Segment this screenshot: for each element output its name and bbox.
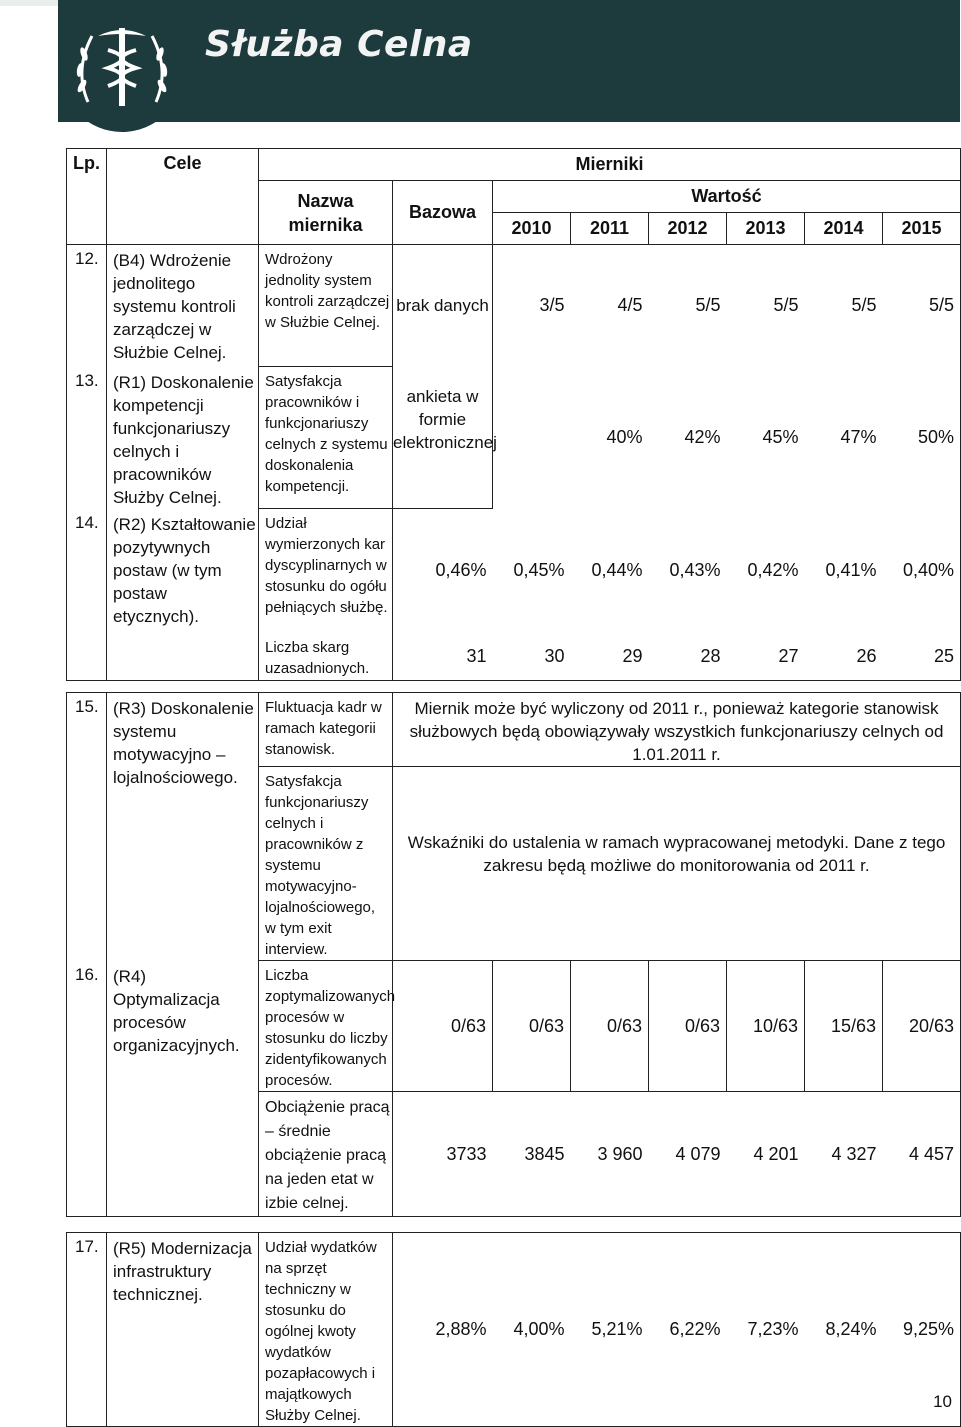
section-gap [67, 1217, 961, 1233]
measure-name: Liczba zoptymalizowanych procesów w stosunku do liczby zidentyfikowanych procesów. [259, 961, 393, 1092]
goal-cell: (R2) Kształtowanie pozytywnych postaw (w tym postaw etycznych). [107, 509, 259, 681]
value-cell: 45% [762, 427, 799, 447]
table-row [67, 693, 961, 767]
value-cell: 0,43% [669, 560, 721, 580]
value-cell: 0,40% [883, 509, 961, 633]
col-value-header: Wartość [493, 181, 961, 213]
table-row [67, 509, 961, 633]
base-value: ankieta w formie elektronicznej [393, 367, 493, 509]
value-cell: 25 [883, 633, 961, 681]
table-row [67, 961, 961, 1092]
value-cell: 5/5 [805, 245, 883, 367]
year-2012: 2012 [649, 213, 727, 245]
value-cell: 8,24% [805, 1233, 883, 1427]
table-row [67, 245, 961, 367]
value-cell: 4,00% [493, 1233, 571, 1427]
value-cell: 0/63 [649, 961, 727, 1092]
year-2014: 2014 [805, 213, 883, 245]
row-number: 17. [67, 1233, 107, 1427]
page-number: 10 [933, 1392, 952, 1411]
row-number: 16. [67, 961, 107, 1217]
value-cell: 9,25% [883, 1233, 961, 1427]
value-cell: 6,22% [649, 1233, 727, 1427]
value-cell: 26 [805, 633, 883, 681]
year-2011: 2011 [571, 213, 649, 245]
brand-title: Służba Celna [205, 24, 473, 65]
goal-cell: (R3) Doskonalenie systemu motywacyjno – lojalnościowego. [107, 693, 259, 961]
row-number: 13. [67, 367, 107, 509]
value-cell: 30 [493, 633, 571, 681]
table-row [67, 1233, 961, 1427]
year-2013: 2013 [727, 213, 805, 245]
value-cell: 42% [684, 427, 721, 447]
value-cell: 47% [840, 427, 877, 447]
measures-table [66, 148, 961, 1427]
value-cell: 0/63 [393, 961, 493, 1092]
value-cell: 0,45% [513, 560, 565, 580]
value-cell: 5/5 [727, 245, 805, 367]
base-value: brak danych [393, 245, 493, 367]
value-cell: 40% [606, 427, 643, 447]
col-base-header: Bazowa [393, 181, 493, 245]
value-cell-empty [493, 367, 571, 509]
goal-cell: (B4) Wdrożenie jednolitego systemu kontroli zarządczej w Służbie Celnej. [107, 245, 259, 367]
value-cell: 3 960 [571, 1092, 649, 1217]
value-cell: 0,42% [747, 560, 799, 580]
customs-emblem-icon [58, 6, 186, 134]
measure-note: Miernik może być wyliczony od 2011 r., ponieważ kategorie stanowisk służbowych będą obowiązywały wszystkich funkcjonariuszy celnych od 1.01.2011 r. [393, 693, 961, 767]
value-cell: 7,23% [727, 1233, 805, 1427]
measure-name: Satysfakcja funkcjonariuszy celnych i pracowników z systemu motywacyjno-lojalnościowego, w tym exit interview. [259, 767, 393, 961]
value-cell: 5,21% [571, 1233, 649, 1427]
header-banner [58, 0, 960, 122]
measure-name: Wdrożony jednolity system kontroli zarządczej w Służbie Celnej. [259, 245, 393, 367]
year-2015: 2015 [883, 213, 961, 245]
value-cell: 0/63 [571, 961, 649, 1092]
row-number: 15. [67, 693, 107, 961]
measure-name: Obciążenie pracą – średnie obciążenie pracą na jeden etat w izbie celnej. [259, 1092, 393, 1217]
section-gap [67, 681, 961, 693]
value-cell: 20/63 [883, 961, 961, 1092]
year-2010: 2010 [493, 213, 571, 245]
value-cell: 31 [393, 633, 493, 681]
value-cell: 4 457 [883, 1092, 961, 1217]
col-measure-name-header: Nazwa miernika [259, 181, 393, 245]
value-cell: 4 327 [805, 1092, 883, 1217]
measure-note: Wskaźniki do ustalenia w ramach wypracowanej metodyki. Dane z tego zakresu będą możliwe do monitorowania od 2011 r. [393, 767, 961, 961]
table-row [67, 367, 961, 509]
value-cell: 0,41% [825, 560, 877, 580]
goal-cell: (R5) Modernizacja infrastruktury technicznej. [107, 1233, 259, 1427]
value-cell: 0/63 [493, 961, 571, 1092]
col-lp-header: Lp. [67, 149, 107, 245]
value-cell: 15/63 [805, 961, 883, 1092]
value-cell: 27 [727, 633, 805, 681]
measure-name: Fluktuacja kadr w ramach kategorii stanowisk. [259, 693, 393, 767]
value-cell: 5/5 [883, 245, 961, 367]
value-cell: 0,44% [591, 560, 643, 580]
measure-name: Liczba skarg uzasadnionych. [259, 633, 393, 681]
goal-cell: (R4) Optymalizacja procesów organizacyjnych. [107, 961, 259, 1217]
value-cell: 5/5 [649, 245, 727, 367]
value-cell: 50% [883, 367, 961, 509]
col-goals-header: Cele [107, 149, 259, 245]
value-cell: 10/63 [727, 961, 805, 1092]
value-cell: 0,46% [393, 509, 493, 633]
value-cell: 28 [649, 633, 727, 681]
goal-cell: (R1) Doskonalenie kompetencji funkcjonariuszy celnych i pracowników Służby Celnej. [107, 367, 259, 509]
row-number: 12. [67, 245, 107, 367]
measure-name: Udział wymierzonych kar dyscyplinarnych w stosunku do ogółu pełniących służbę. [259, 509, 393, 633]
value-cell: 4/5 [571, 245, 649, 367]
value-cell: 2,88% [393, 1233, 493, 1427]
measure-name: Udział wydatków na sprzęt techniczny w stosunku do ogólnej kwoty wydatków pozapłacowych i majątkowych Służby Celnej. [259, 1233, 393, 1427]
value-cell: 3/5 [493, 245, 571, 367]
row-number: 14. [67, 509, 107, 681]
value-cell: 4 079 [649, 1092, 727, 1217]
value-cell: 3845 [493, 1092, 571, 1217]
value-cell: 4 201 [727, 1092, 805, 1217]
value-cell: 3733 [393, 1092, 493, 1217]
value-cell: 29 [571, 633, 649, 681]
measure-name: Satysfakcja pracowników i funkcjonariuszy celnych z systemu doskonalenia kompetencji. [259, 367, 393, 509]
col-measures-group-header: Mierniki [259, 149, 961, 181]
